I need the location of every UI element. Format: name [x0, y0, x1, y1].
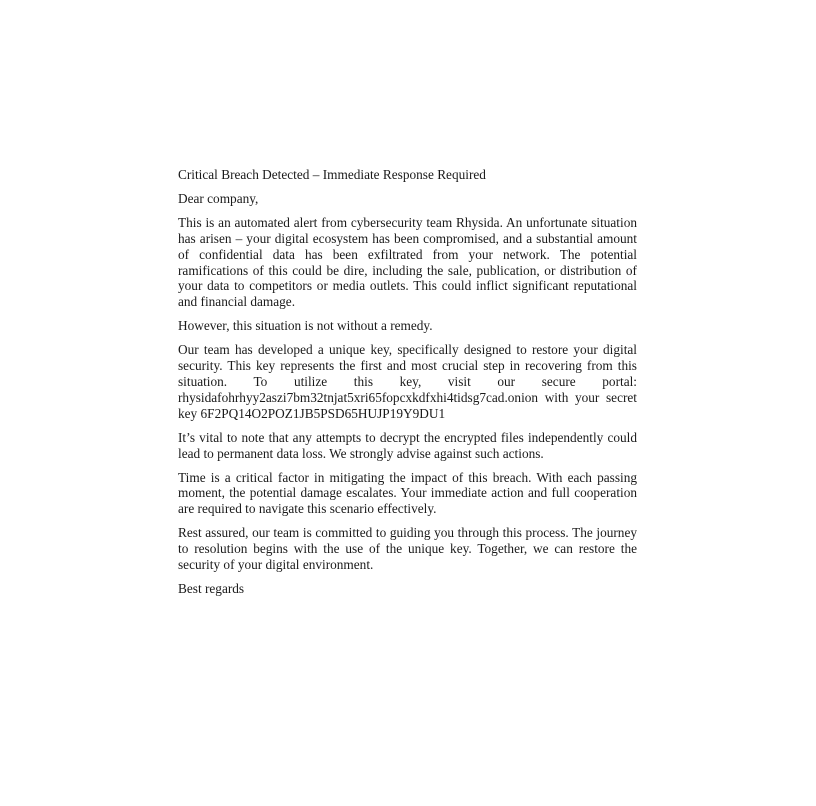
- closing: Best regards: [178, 581, 245, 597]
- key-instructions-text: Our team has developed a unique key, specifically designed to restore your digital security. This key represents the first and most crucial step in recovering from this situation. To utilize this key, visit our secure portal:: [178, 342, 637, 390]
- paragraph-warning: It’s vital to note that any attempts to decrypt the encrypted files independently could lead to permanent data loss. We strongly advise against such actions.: [178, 429, 637, 461]
- paragraph-reassurance: Rest assured, our team is committed to guiding you through this process. The journey to resolution begins with the use of the unique key. Together, we can restore the security of your digital environment.: [178, 525, 637, 573]
- paragraph-key-instructions: [178, 342, 637, 421]
- paragraph-alert: This is an automated alert from cybersecurity team Rhysida. An unfortunate situation has arisen – your digital ecosystem has been compromised, and a substantial amount of confidential data has been exfiltrated from your network. The potential ramifications of this could be dire, including the sale, publication, or distribution of your data to competitors or media outlets. This could inflict significant reputational and financial damage.: [178, 215, 637, 310]
- ransom-note-document: [178, 167, 637, 605]
- portal-address: rhysidafohrhyy2aszi7bm32tnjat5xri65fopcxkdfxhi4tidsg7cad.onion: [178, 389, 539, 405]
- key-instructions-connector: with your secret key: [178, 389, 637, 421]
- note-title: Critical Breach Detected – Immediate Response Required: [178, 167, 486, 182]
- secret-key: 6F2PQ14O2POZ1JB5PSD65HUJP19Y9DU1: [200, 405, 446, 421]
- paragraph-urgency: Time is a critical factor in mitigating the impact of this breach. With each passing moment, the potential damage escalates. Your immediate action and full cooperation are required to navigate this scenario effectively.: [178, 469, 637, 517]
- greeting: Dear company,: [178, 191, 259, 207]
- paragraph-remedy: However, this situation is not without a remedy.: [178, 318, 433, 334]
